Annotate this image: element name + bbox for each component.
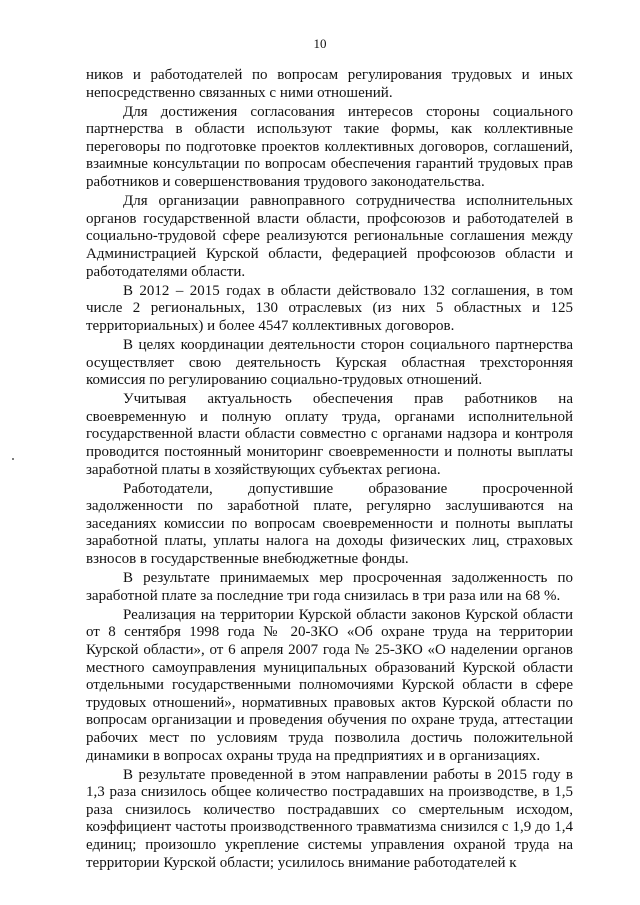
paragraph-agreements-count: В 2012 – 2015 годах в области действовало 132 соглашения, в том числе 2 региональных, 130 отраслевых (из них 5 областных и 125 территориальных) и более 4547 коллективных договоров.: [86, 282, 573, 334]
paragraph-tripartite-commission: В целях координации деятельности сторон социального партнерства осуществляет свою деятельность Курская областная трехсторонняя комиссия по регулированию социально-трудовых отношений.: [86, 336, 573, 389]
paragraph-wage-monitoring: Учитывая актуальность обеспечения прав работников на своевременную и полную оплату труда, органами исполнительной государственной власти области совместно с органами надзора и контроля проводится постоянный мониторинг своевременности и полноты выплаты заработной платы в хозяйствующих субъектах региона.: [86, 391, 573, 478]
page-number: 10: [313, 36, 327, 51]
paragraph-labor-protection-laws: Реализация на территории Курской области законов Курской области от 8 сентября 1998 года № 20-ЗКО «Об охране труда на территории Курской области», от 6 апреля 2007 года № 25-ЗКО «О наделении органов местного самоуправления муниципальных образований Курской области отдельными государственными полномочиями Курской области в сфере трудовых отношений», нормативных правовых актов Курской области по вопросам организации и проведения обучения по охране труда, аттестации рабочих мест по условиям труда позволила достичь положительной динамики в вопросах охраны труда на предприятиях и в организациях.: [86, 606, 573, 764]
paragraph-regional-agreements: Для организации равноправного сотрудничества исполнительных органов государственной власти области, профсоюзов и работодателей в социально-трудовой сфере реализуются региональные соглашения между Администрацией Курской области, федерацией профсоюзов области и работодателями области.: [86, 193, 573, 280]
scan-speck: [12, 458, 14, 460]
paragraph-continuation: ников и работодателей по вопросам регулирования трудовых и иных непосредственно связанных с ними отношений.: [86, 67, 573, 101]
paragraph-employer-hearings: Работодатели, допустившие образование просроченной задолженности по заработной плате, регулярно заслушиваются на заседаниях комиссии по вопросам своевременности и полноты выплаты заработной платы, уплаты налога на доходы физических лиц, страховых взносов в государственные внебюджетные фонды.: [86, 480, 573, 568]
document-body: [86, 67, 573, 874]
paragraph-social-partnership-forms: Для достижения согласования интересов стороны социального партнерства в области используют такие формы, как коллективные переговоры по подготовке проектов коллективных договоров, соглашений, взаимные консультации по вопросам обеспечения гарантий трудовых прав работников и совершенствования трудового законодательства.: [86, 103, 573, 191]
paragraph-arrears-reduction: В результате принимаемых мер просроченная задолженность по заработной плате за последние три года снизилась в три раза или на 68 %.: [86, 570, 573, 604]
paragraph-injury-results: В результате проведенной в этом направлении работы в 2015 году в 1,3 раза снизилось общее количество пострадавших на производстве, в 1,5 раза снизилось количество пострадавших со смертельным исходом, коэффициент частоты производственного травматизма снизился с 1,9 до 1,4 единиц; произошло укрепление системы управления охраной труда на территории Курской области; усилилось внимание работодателей к: [86, 766, 573, 871]
